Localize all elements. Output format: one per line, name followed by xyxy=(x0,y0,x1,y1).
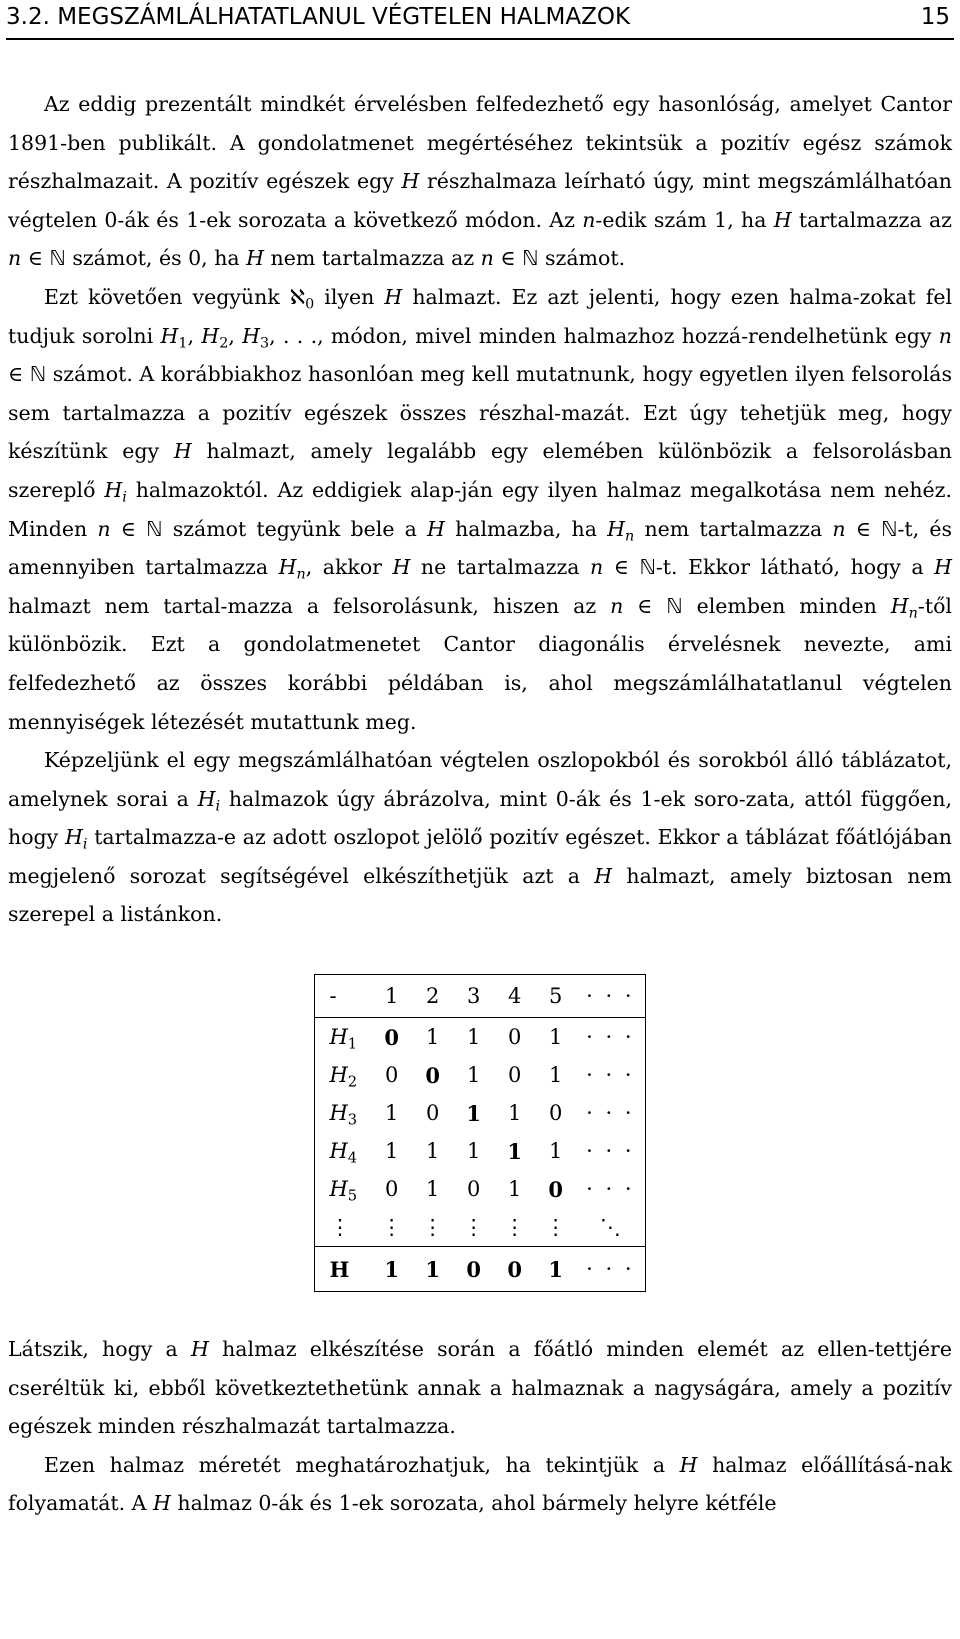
row-label xyxy=(315,1170,371,1208)
subscript: 2 xyxy=(219,334,229,351)
table-cell: 1 xyxy=(425,1025,440,1050)
math-var: n xyxy=(8,246,22,271)
table-cell: 1 xyxy=(466,1025,481,1050)
vdots-cell: ⋮ xyxy=(504,1215,526,1240)
vdots-cell: ⋮ xyxy=(545,1215,567,1240)
diagonal-cell: 0 xyxy=(384,1024,399,1050)
result-label: H xyxy=(315,1247,371,1292)
result-cell: 1 xyxy=(535,1247,576,1292)
vdots-row xyxy=(315,1208,645,1247)
table-row xyxy=(315,1170,645,1208)
math-var: H xyxy=(190,1337,209,1362)
math-var: H xyxy=(392,555,411,580)
table-cell: 1 xyxy=(425,1177,440,1202)
subscript: 5 xyxy=(347,1187,358,1205)
paragraph: Képzeljünk el egy megszámlálhatóan végtelen oszlopokból és sorokból álló táblázatot, amelynek sorai a $H_i$ halmazok úgy ábrázolva, mint 0-ák és 1-ek soro-zata, attól függően, hogy $H_i$ tartalmazza-e az adott oszlopot jelölő pozitív egészet. Ekkor a táblázat főátlójában megjelenő sorozat segítségével elkészíthetjük azt a H halmazt, amely biztosan nem szerepel a listánkon. xyxy=(8,748,953,927)
table-cell: 1 xyxy=(466,1139,481,1164)
paragraph: Az eddig prezentált mindkét érvelésben felfedezhető egy hasonlóság, amelyet Cantor 1891-ben publikált. A gondolatmenet megértéséhez tekintsük a pozitív egész számok részhalmazait. A pozitív egészek egy H részhalmaza leírható úgy, mint megszámlálhatóan végtelen 0-ák és 1-ek sorozata a következő módon. Az n-edik szám 1, ha H tartalmazza az n ∈ ℕ számot, és 0, ha H nem tartalmazza az n ∈ ℕ számot. xyxy=(8,92,952,271)
naturals-symbol: ℕ xyxy=(522,246,539,271)
table-header-cell: 1 xyxy=(371,975,412,1018)
subscript: n xyxy=(296,566,306,583)
diagonal-table-wrap xyxy=(8,974,952,1292)
table-cell: 1 xyxy=(507,1177,522,1202)
naturals-symbol: ℕ xyxy=(49,246,66,271)
table-cell: 0 xyxy=(548,1101,563,1126)
math-var: H xyxy=(427,516,445,541)
ellipsis-cell: · · · xyxy=(586,1177,635,1202)
result-cell: 0 xyxy=(494,1247,535,1292)
math-var: H xyxy=(104,477,123,502)
math-var: H xyxy=(329,1025,348,1050)
math-var: n xyxy=(97,516,111,541)
subscript: 4 xyxy=(347,1149,358,1167)
table-cell: 0 xyxy=(466,1177,481,1202)
table-row xyxy=(315,1132,645,1170)
naturals-symbol: ℕ xyxy=(666,593,683,618)
subscript: n xyxy=(625,527,635,544)
diagonal-cell: 1 xyxy=(507,1138,522,1164)
naturals-symbol: ℕ xyxy=(146,516,163,541)
subscript: n xyxy=(908,605,918,622)
math-var: n xyxy=(582,207,596,232)
table-cell: 0 xyxy=(425,1101,440,1126)
naturals-symbol: ℕ xyxy=(881,516,898,541)
body-text xyxy=(4,85,956,1523)
vdots-cell: ⋮ xyxy=(381,1215,403,1240)
page-number: 15 xyxy=(920,4,950,30)
result-row xyxy=(315,1247,645,1292)
subscript: 0 xyxy=(305,296,315,313)
table-cell: 1 xyxy=(548,1025,563,1050)
math-var: H xyxy=(201,323,220,348)
math-var: H xyxy=(242,323,261,348)
table-row xyxy=(315,1018,645,1057)
paragraph: Látszik, hogy a H halmaz elkészítése során a főátló minden elemét az ellen-tettjére cseréltük ki, ebből következtethetünk annak a halmaznak a nagyságára, amely a pozitív egészek minden részhalmazát tartalmazza. xyxy=(8,1337,952,1439)
math-var: H xyxy=(197,786,216,811)
table-cell: 0 xyxy=(384,1063,399,1088)
math-var: n xyxy=(832,516,846,541)
math-var: H xyxy=(160,323,179,348)
row-label xyxy=(315,1056,371,1094)
subscript: 1 xyxy=(347,1035,358,1053)
math-var: H xyxy=(401,169,420,194)
math-var: H xyxy=(329,1177,348,1202)
subscript: 3 xyxy=(347,1111,358,1129)
table-header-cell: 4 xyxy=(494,975,535,1018)
diagonal-cell: 0 xyxy=(548,1176,563,1202)
subscript: 2 xyxy=(347,1073,358,1091)
table-cell: 0 xyxy=(507,1025,522,1050)
vdots-cell: ⋱ xyxy=(599,1215,621,1240)
naturals-symbol: ℕ xyxy=(639,555,656,580)
result-cell: 1 xyxy=(412,1247,453,1292)
row-label xyxy=(315,1018,371,1057)
paragraph: Ezt követően vegyünk ℵ$_0$ ilyen H halmazt. Ez azt jelenti, hogy ezen halma-zokat fel tudjuk sorolni $H_1$, $H_2$, $H_3$, . . ., módon, mivel minden halmazhoz hozzá-rendelhetünk egy n ∈ ℕ számot. A korábbiakhoz hasonlóan meg kell mutatnunk, hogy egyetlen ilyen felsorolás sem tartalmazza a pozitív egészek összes részhal-mazát. Ezt úgy tehetjük meg, hogy készítünk egy H halmazt, amely legalább egy elemében különbözik a felsorolásban szereplő $H_i$ halmazoktól. Az eddigiek alap-ján egy ilyen halmaz megalkotása nem nehéz. Minden n ∈ ℕ számot tegyünk bele a H halmazba, ha $H_n$ nem tartalmazza n ∈ ℕ-t, és amennyiben tartalmazza $H_n$, akkor H ne tartalmazza n ∈ ℕ-t. Ekkor látható, hogy a H halmazt nem tartal-mazza a felsorolásunk, hiszen az n ∈ ℕ elemben minden $H_n$-től különbözik. Ezt a gondolatmenetet Cantor diagonális érvelésnek nevezte, ami felfedezhető az összes korábbi példában is, ahol megszámlálhatatlanul végtelen mennyiségek létezését mutattunk meg. xyxy=(8,284,953,734)
result-cell: 1 xyxy=(371,1247,412,1292)
math-var: n xyxy=(610,593,624,618)
subscript: 1 xyxy=(178,334,188,351)
math-var: H xyxy=(329,1063,348,1088)
math-var: H xyxy=(153,1491,171,1516)
math-var: H xyxy=(329,1101,348,1126)
table-header-cell: 2 xyxy=(412,975,453,1018)
math-var: H xyxy=(934,555,952,580)
math-var: n xyxy=(938,323,952,348)
math-var: H xyxy=(278,555,297,580)
running-head xyxy=(6,0,954,40)
row-label xyxy=(315,1132,371,1170)
table-cell: 1 xyxy=(384,1101,399,1126)
table-header-cell: · · · xyxy=(576,975,645,1018)
table-cell: 1 xyxy=(548,1063,563,1088)
vdots-cell: ⋮ xyxy=(422,1215,444,1240)
math-var: H xyxy=(384,284,403,309)
naturals-symbol: ℕ xyxy=(29,362,47,387)
subscript: i xyxy=(122,489,127,506)
math-var: n xyxy=(480,246,494,271)
table-cell: 1 xyxy=(507,1101,522,1126)
diagonal-cell: 1 xyxy=(466,1100,481,1126)
ellipsis-cell: · · · xyxy=(586,1139,635,1164)
subscript: 3 xyxy=(260,334,270,351)
table-row xyxy=(315,1094,645,1132)
table-header-cell: 3 xyxy=(453,975,494,1018)
result-cell: 0 xyxy=(453,1247,494,1292)
subscript: i xyxy=(215,797,221,814)
section-title: 3.2. MEGSZÁMLÁLHATATLANUL VÉGTELEN HALMAZOK xyxy=(6,4,631,30)
ellipsis-cell: · · · xyxy=(586,1025,635,1050)
table-cell: 1 xyxy=(548,1139,563,1164)
paragraph: Ezen halmaz méretét meghatározhatjuk, ha tekintjük a H halmaz előállításá-nak folyamatát. A H halmaz 0-ák és 1-ek sorozata, ahol bármely helyre kétféle xyxy=(8,1452,952,1516)
math-var: H xyxy=(329,1139,348,1164)
table-cell: 1 xyxy=(384,1139,399,1164)
table-header-cell: 5 xyxy=(535,975,576,1018)
table-cell: 1 xyxy=(466,1063,481,1088)
math-var: H xyxy=(594,863,613,888)
ellipsis-cell: · · · xyxy=(576,1247,645,1292)
table-cell: 0 xyxy=(507,1063,522,1088)
table-header-cell: - xyxy=(315,975,371,1018)
math-var: H xyxy=(173,439,192,464)
math-var: H xyxy=(607,516,626,541)
subscript: i xyxy=(82,836,88,853)
math-var: H xyxy=(773,207,792,232)
math-var: H xyxy=(890,593,909,618)
diagonal-table xyxy=(314,974,645,1292)
diagonal-cell: 0 xyxy=(425,1062,440,1088)
math-var: n xyxy=(590,555,604,580)
table-cell: 1 xyxy=(425,1139,440,1164)
table-cell: 0 xyxy=(384,1177,399,1202)
row-label xyxy=(315,1094,371,1132)
table-header-row xyxy=(315,975,645,1018)
math-var: H xyxy=(679,1452,698,1477)
vdots-cell: ⋮ xyxy=(463,1215,485,1240)
math-var: H xyxy=(246,246,265,271)
ellipsis-cell: · · · xyxy=(586,1063,635,1088)
ellipsis-cell: · · · xyxy=(586,1101,635,1126)
vdots-cell: ⋮ xyxy=(329,1215,351,1240)
table-row xyxy=(315,1056,645,1094)
math-var: H xyxy=(64,825,83,850)
